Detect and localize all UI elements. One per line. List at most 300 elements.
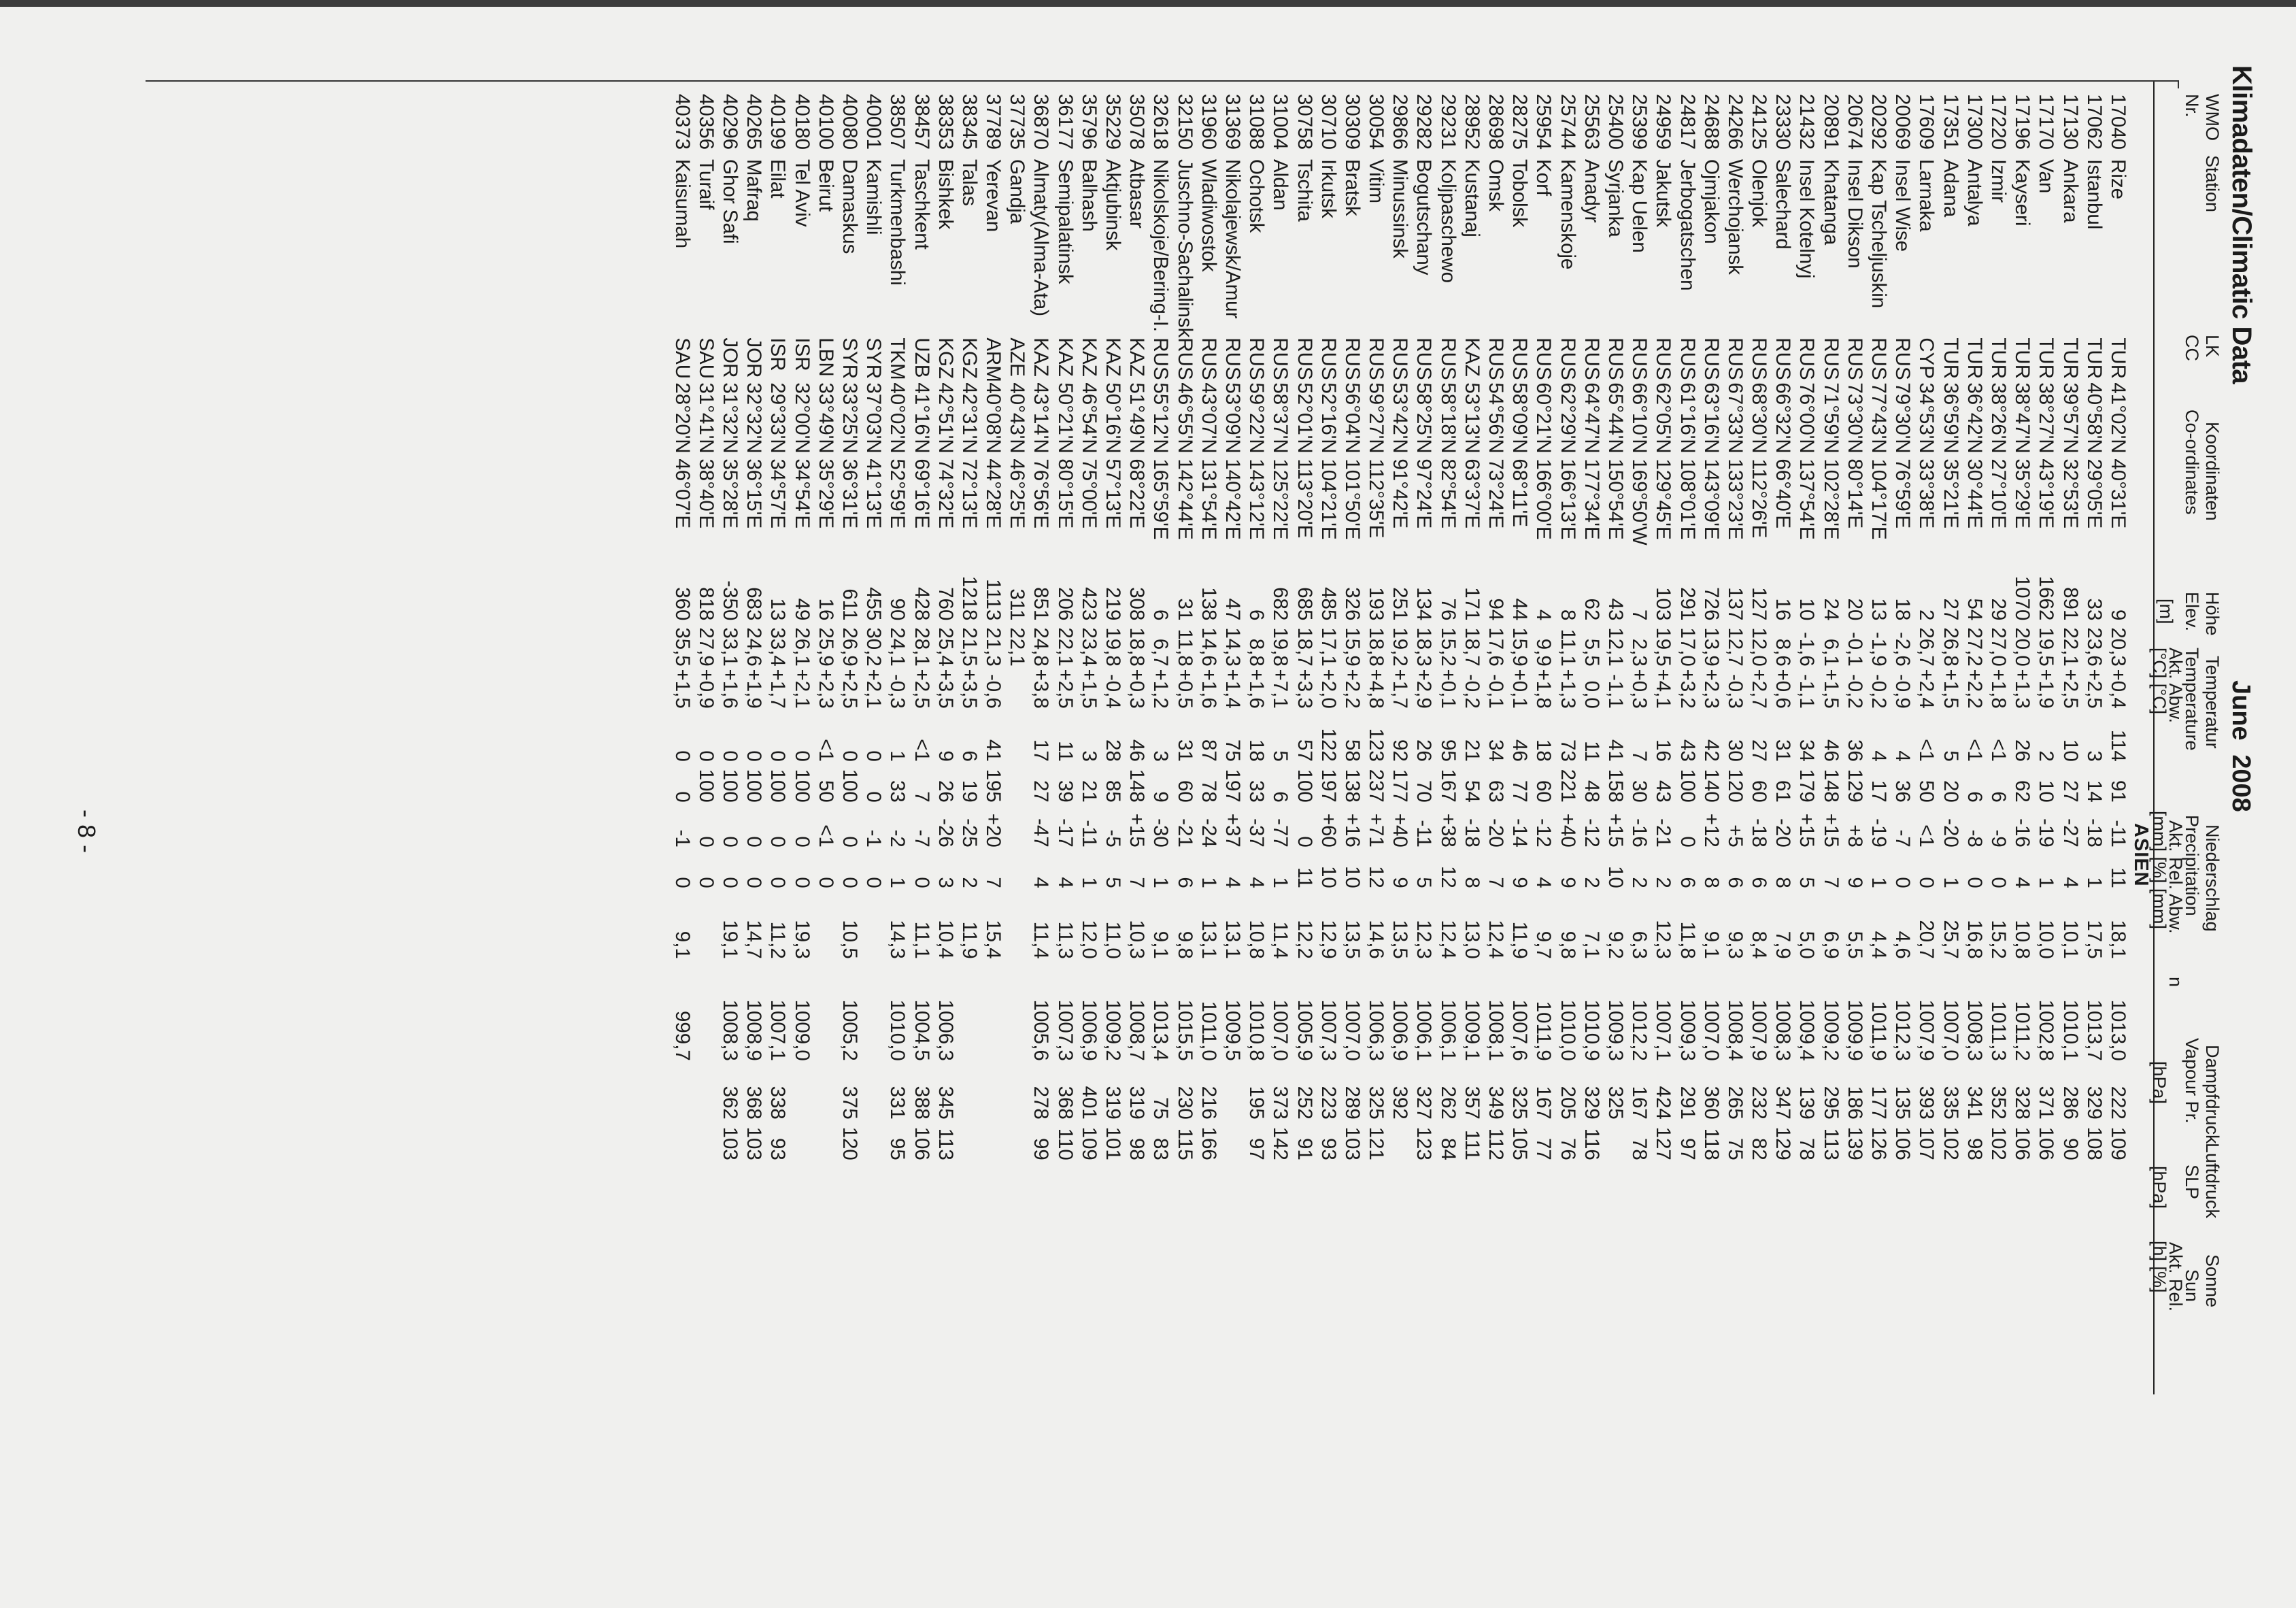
cell-precip-relative: 0: [671, 791, 694, 803]
cell-station-name: Turkmenbashi: [886, 159, 909, 286]
cell-vapour-pressure: [814, 888, 838, 959]
cell-station-name: Kaisumah: [671, 159, 694, 249]
cell-wmo-number: 17609: [1915, 94, 1938, 150]
cell-precip-relative: 179: [1795, 769, 1819, 803]
cell-precip-actual: 0: [838, 750, 861, 762]
cell-sun-relative: 110: [1053, 1128, 1077, 1160]
cell-sea-level-pressure: 1008,1: [1485, 999, 1508, 1061]
cell-precip-days: 0: [766, 877, 790, 888]
cell-precip-days: 10: [1604, 865, 1627, 888]
cell-precip-actual: 7: [1628, 750, 1651, 762]
cell-precip-deviation: -21: [1173, 818, 1196, 848]
hdr-temp-unit: [°C] [°C]: [2149, 648, 2170, 715]
cell-longitude: 52°59'E: [886, 458, 909, 529]
cell-sun-relative: 109: [1077, 1126, 1100, 1160]
cell-longitude: 142°44'E: [1173, 458, 1196, 540]
cell-sea-level-pressure: 1009,3: [1604, 999, 1627, 1061]
cell-precip-actual: 10: [2059, 739, 2082, 762]
table-row: [814, 88, 838, 1160]
cell-station-name: Beirut: [814, 159, 837, 212]
table-row: [694, 88, 718, 1160]
cell-precip-days: 0: [1891, 877, 1914, 888]
cell-longitude: 36°15'E: [743, 458, 766, 529]
cell-longitude: 143°09'E: [1700, 458, 1723, 540]
cell-latitude: 32°32'N: [743, 382, 766, 454]
cell-country-code: RUS: [1340, 337, 1364, 380]
cell-precip-relative: 100: [694, 769, 718, 803]
cell-wmo-number: 20674: [1843, 94, 1866, 150]
cell-precip-days: 0: [838, 877, 861, 888]
cell-elevation: 103: [1652, 587, 1675, 621]
cell-temp-deviation: +2,3: [1700, 669, 1723, 709]
cell-precip-actual: 5: [1939, 750, 1962, 762]
cell-longitude: 44°28'E: [982, 458, 1005, 529]
cell-sun-hours: 328: [2011, 1086, 2034, 1120]
table-row: [1700, 88, 1723, 1160]
cell-temp-actual: 12,1: [1604, 627, 1627, 667]
cell-sun-hours: 205: [1556, 1086, 1579, 1120]
cell-sea-level-pressure: 1011,3: [1987, 1001, 2010, 1061]
cell-precip-actual: 18: [1245, 739, 1268, 762]
cell-temp-deviation: +1,2: [1149, 669, 1172, 709]
cell-precip-days: 2: [1628, 877, 1651, 888]
table-row: [885, 88, 909, 1160]
cell-temp-deviation: +1,6: [1197, 669, 1220, 709]
cell-longitude: 43°19'E: [2035, 458, 2058, 529]
cell-temp-actual: 5,5: [1580, 638, 1603, 667]
cell-precip-actual: 73: [1556, 739, 1579, 762]
cell-precip-days: 5: [1102, 877, 1125, 888]
cell-sun-hours: 424: [1652, 1086, 1675, 1120]
cell-country-code: RUS: [1365, 337, 1388, 380]
cell-temp-deviation: +1,5: [1939, 669, 1962, 709]
cell-elevation: 1218: [958, 575, 981, 621]
cell-wmo-number: 40100: [814, 94, 837, 150]
table-row: [2010, 88, 2034, 1160]
cell-elevation: 29: [1987, 598, 2010, 621]
cell-precip-deviation: -16: [2011, 818, 2034, 848]
climate-table: [671, 88, 2130, 1160]
cell-longitude: 34°57'E: [766, 458, 790, 529]
table-row: [1245, 88, 1268, 1160]
cell-station-name: Ankara: [2059, 159, 2082, 223]
cell-temp-actual: 24,1: [886, 627, 909, 667]
cell-sea-level-pressure: 1007,0: [1269, 999, 1292, 1061]
cell-vapour-pressure: 9,1: [1700, 931, 1723, 959]
table-row: [1436, 88, 1460, 1160]
cell-station-name: Istanbul: [2082, 159, 2106, 230]
cell-sea-level-pressure: 1008,4: [1723, 999, 1746, 1061]
cell-sea-level-pressure: 1005,9: [1293, 999, 1316, 1061]
cell-sun-relative: 112: [1485, 1128, 1508, 1160]
cell-country-code: RUS: [1652, 337, 1675, 380]
cell-elevation: 54: [1963, 598, 1986, 621]
cell-temp-actual: 18,8: [1126, 627, 1149, 667]
cell-latitude: 64°47'N: [1580, 382, 1603, 454]
hdr-elev: Elev.: [2182, 592, 2202, 632]
cell-station-name: Syrjanka: [1604, 159, 1627, 237]
cell-temp-actual: 23,4: [1077, 627, 1100, 667]
cell-precip-days: 10: [1317, 865, 1340, 888]
cell-sun-relative: 102: [1987, 1126, 2010, 1160]
cell-vapour-pressure: 12,4: [1436, 920, 1459, 959]
cell-station-name: Tschita: [1293, 159, 1316, 222]
hdr-sonne: Sonne: [2202, 1254, 2223, 1308]
cell-temp-actual: 22,1: [2059, 627, 2082, 667]
cell-precip-actual: 3: [2082, 750, 2106, 762]
cell-sun-relative: [1604, 1120, 1627, 1160]
cell-sun-hours: 347: [1772, 1086, 1795, 1120]
cell-country-code: UZB: [910, 337, 933, 378]
cell-precip-days: [1005, 848, 1029, 888]
cell-country-code: RUS: [1221, 337, 1244, 380]
cell-sea-level-pressure: 1007,3: [1317, 999, 1340, 1061]
cell-latitude: 55°12'N: [1149, 382, 1172, 454]
cell-temp-actual: -1,6: [1795, 631, 1819, 667]
cell-country-code: RUS: [1389, 337, 1412, 380]
cell-vapour-pressure: 7,1: [1580, 931, 1603, 959]
cell-precip-relative: 195: [982, 769, 1005, 803]
cell-country-code: RUS: [1772, 337, 1795, 380]
cell-temp-deviation: -0,3: [1723, 673, 1746, 709]
page-number: - 8 -: [73, 809, 101, 854]
cell-temp-actual: 15,9: [1508, 627, 1532, 667]
cell-precip-relative: 33: [886, 780, 909, 803]
cell-longitude: 46°25'E: [1006, 458, 1029, 529]
cell-temp-deviation: -0,3: [886, 673, 909, 709]
hdr-luftdruck: Luftdruck: [2202, 1143, 2223, 1219]
cell-station-name: Aldan: [1269, 159, 1292, 211]
cell-wmo-number: 17196: [2011, 94, 2034, 150]
cell-station-name: Bratsk: [1340, 159, 1364, 216]
table-row: [1627, 88, 1651, 1160]
cell-temp-deviation: +1,9: [2035, 669, 2058, 709]
cell-sun-hours: 341: [1963, 1086, 1986, 1120]
cell-vapour-pressure: 10,8: [1245, 920, 1268, 959]
cell-sun-relative: 95: [886, 1137, 909, 1160]
cell-elevation: 31: [1173, 598, 1196, 621]
cell-elevation: 7: [1628, 609, 1651, 621]
cell-wmo-number: 28952: [1460, 94, 1483, 150]
cell-temp-deviation: +2,4: [1915, 669, 1938, 709]
cell-longitude: 169°50'W: [1628, 458, 1651, 546]
cell-precip-actual: 34: [1795, 739, 1819, 762]
cell-sun-hours: 195: [1245, 1086, 1268, 1120]
cell-sea-level-pressure: 1011,9: [1868, 1001, 1891, 1061]
table-row: [1819, 88, 1843, 1160]
cell-sun-hours: 371: [2035, 1086, 2058, 1120]
cell-elevation: 47: [1221, 598, 1244, 621]
cell-precip-relative: 91: [2106, 780, 2129, 803]
cell-precip-relative: 7: [910, 791, 933, 803]
cell-sun-hours: 362: [719, 1086, 742, 1120]
cell-precip-days: 1: [1077, 877, 1100, 888]
cell-sun-relative: 93: [1317, 1137, 1340, 1160]
cell-temp-actual: 26,7: [1915, 627, 1938, 667]
header-rule: [2153, 82, 2155, 1394]
cell-temp-deviation: 0,0: [1580, 680, 1603, 709]
cell-elevation: 428: [910, 587, 933, 621]
cell-precip-relative: 197: [1221, 769, 1244, 803]
cell-elevation: 127: [1748, 587, 1771, 621]
cell-sun-relative: 101: [1102, 1126, 1125, 1160]
cell-precip-deviation: -12: [1580, 818, 1603, 848]
cell-elevation: 891: [2059, 587, 2082, 621]
cell-wmo-number: 25563: [1580, 94, 1603, 150]
cell-longitude: 35°21'E: [1939, 458, 1962, 529]
cell-sun-relative: 126: [1868, 1126, 1891, 1160]
cell-vapour-pressure: 10,1: [2059, 920, 2082, 959]
cell-precip-days: 0: [790, 877, 813, 888]
cell-precip-days: 5: [1413, 877, 1436, 888]
cell-station-name: Salechard: [1772, 159, 1795, 250]
cell-precip-deviation: -12: [1532, 818, 1555, 848]
cell-sun-relative: 91: [1293, 1137, 1316, 1160]
cell-temp-deviation: +1,7: [766, 669, 790, 709]
cell-longitude: 80°14'E: [1843, 458, 1866, 529]
cell-temp-deviation: +0,3: [1126, 669, 1149, 709]
cell-temp-actual: 2,3: [1628, 638, 1651, 667]
cell-latitude: 66°32'N: [1772, 382, 1795, 454]
cell-precip-actual: 0: [743, 750, 766, 762]
cell-precip-relative: 60: [1173, 780, 1196, 803]
cell-latitude: 38°47'N: [2011, 382, 2034, 454]
cell-wmo-number: 31088: [1245, 94, 1268, 150]
hdr-nr: Nr.: [2182, 94, 2202, 118]
cell-sun-hours: 286: [2059, 1086, 2082, 1120]
cell-latitude: 62°05'N: [1652, 382, 1675, 454]
cell-station-name: Mafraq: [743, 159, 766, 222]
cell-precip-days: 8: [1700, 877, 1723, 888]
cell-precip-deviation: 0: [719, 836, 742, 848]
cell-station-name: Ochotsk: [1245, 159, 1268, 233]
cell-latitude: 58°09'N: [1508, 382, 1532, 454]
cell-sea-level-pressure: 1006,1: [1413, 999, 1436, 1061]
cell-sun-hours: 135: [1891, 1086, 1914, 1120]
cell-vapour-pressure: 6,9: [1819, 931, 1842, 959]
cell-sea-level-pressure: 1008,3: [719, 999, 742, 1061]
cell-country-code: RUS: [1676, 337, 1699, 380]
cell-temp-actual: 24,6: [743, 627, 766, 667]
cell-temp-deviation: +2,2: [1340, 669, 1364, 709]
cell-elevation: 33: [2082, 598, 2106, 621]
cell-temp-deviation: +1,9: [743, 669, 766, 709]
cell-station-name: Kamishli: [862, 159, 885, 235]
cell-sea-level-pressure: 1009,4: [1795, 999, 1819, 1061]
cell-temp-actual: 21,5: [958, 627, 981, 667]
cell-elevation: 49: [790, 598, 813, 621]
cell-precip-deviation: -16: [1628, 818, 1651, 848]
cell-country-code: RUS: [1819, 337, 1842, 380]
table-row: [2106, 88, 2130, 1160]
table-row: [1963, 88, 1987, 1160]
cell-sun-relative: 109: [2106, 1126, 2129, 1160]
hdr-temp-sub: Akt. Abw.: [2165, 648, 2186, 724]
cell-vapour-pressure: 11,4: [1269, 921, 1292, 959]
cell-latitude: 41°16'N: [910, 382, 933, 454]
hdr-niederschlag: Niederschlag: [2202, 824, 2223, 932]
cell-sun-hours: 295: [1819, 1086, 1842, 1120]
cell-wmo-number: 38345: [958, 94, 981, 150]
cell-vapour-pressure: 11,9: [1508, 921, 1532, 959]
cell-precip-actual: <1: [910, 739, 933, 762]
cell-station-name: Werchojansk: [1723, 159, 1746, 275]
cell-precip-deviation: -14: [1508, 818, 1532, 848]
cell-precip-relative: 197: [1317, 769, 1340, 803]
cell-country-code: RUS: [1604, 337, 1627, 380]
cell-longitude: 165°59'E: [1149, 458, 1172, 540]
cell-precip-actual: 6: [958, 750, 981, 762]
cell-country-code: KAZ: [1126, 337, 1149, 377]
cell-sun-relative: 105: [1508, 1126, 1532, 1160]
cell-precip-days: 10: [1340, 865, 1364, 888]
cell-longitude: 97°24'E: [1413, 458, 1436, 529]
cell-elevation: 43: [1604, 598, 1627, 621]
cell-sun-relative: 107: [1915, 1126, 1938, 1160]
cell-country-code: KAZ: [1053, 337, 1077, 377]
table-row: [1197, 88, 1221, 1160]
cell-precip-actual: 0: [790, 750, 813, 762]
cell-precip-relative: 26: [934, 780, 957, 803]
cell-longitude: 72°13'E: [958, 458, 981, 529]
cell-longitude: 125°22'E: [1269, 458, 1292, 540]
cell-precip-deviation: -2: [886, 829, 909, 848]
cell-elevation: 6: [1149, 609, 1172, 621]
cell-sun-relative: 103: [1340, 1126, 1364, 1160]
cell-elevation: 171: [1460, 587, 1483, 621]
cell-sun-hours: 325: [1508, 1086, 1532, 1120]
cell-precip-days: 2: [1652, 877, 1675, 888]
cell-precip-deviation: -19: [2035, 818, 2058, 848]
cell-temp-actual: 26,9: [838, 627, 861, 667]
cell-latitude: 67°33'N: [1723, 382, 1746, 454]
cell-temp-actual: 19,2: [1389, 627, 1412, 667]
cell-temp-deviation: -0,2: [1843, 673, 1866, 709]
cell-elevation: 455: [862, 587, 885, 621]
cell-sun-hours: 223: [1317, 1086, 1340, 1120]
cell-vapour-pressure: 9,8: [1556, 931, 1579, 959]
cell-country-code: RUS: [1532, 337, 1555, 380]
cell-sun-relative: 123: [1413, 1126, 1436, 1160]
cell-temp-actual: 12,7: [1723, 627, 1746, 667]
cell-sun-hours: 335: [1939, 1086, 1962, 1120]
cell-longitude: 143°12'E: [1245, 458, 1268, 540]
table-row: [1268, 88, 1292, 1160]
cell-station-name: Korf: [1532, 159, 1555, 197]
cell-latitude: 43°07'N: [1197, 382, 1220, 454]
cell-precip-actual: 123: [1365, 728, 1388, 762]
cell-longitude: 102°28'E: [1819, 458, 1842, 540]
cell-temp-actual: 17,0: [1676, 627, 1699, 667]
cell-temp-deviation: +2,7: [1748, 669, 1771, 709]
cell-wmo-number: 30758: [1293, 94, 1316, 150]
cell-precip-deviation: -27: [2059, 818, 2082, 848]
cell-precip-deviation: -5: [1102, 829, 1125, 848]
cell-wmo-number: 24125: [1748, 94, 1771, 150]
cell-sea-level-pressure: 1007,1: [766, 999, 790, 1061]
cell-station-name: Vitim: [1365, 159, 1388, 204]
cell-longitude: 166°00'E: [1532, 458, 1555, 540]
cell-elevation: 851: [1030, 587, 1053, 621]
hdr-sun: Sun: [2182, 1269, 2202, 1303]
cell-latitude: 40°43'N: [1006, 382, 1029, 454]
cell-precip-deviation: 0: [1676, 836, 1699, 848]
cell-country-code: RUS: [1317, 337, 1340, 380]
table-row: [1029, 88, 1053, 1160]
cell-sea-level-pressure: 1007,9: [1915, 999, 1938, 1061]
cell-vapour-pressure: 11,3: [1053, 921, 1077, 959]
cell-precip-days: 1: [886, 877, 909, 888]
cell-precip-relative: 60: [1748, 780, 1771, 803]
cell-sun-relative: 142: [1269, 1126, 1292, 1160]
cell-station-name: Juschno-Sachalinsk: [1173, 159, 1196, 338]
table-row: [1292, 88, 1316, 1160]
cell-wmo-number: 20069: [1891, 94, 1914, 150]
cell-sea-level-pressure: 1008,9: [743, 999, 766, 1061]
cell-sun-hours: 360: [1700, 1086, 1723, 1120]
table-row: [766, 88, 790, 1160]
cell-temp-actual: 33,4: [766, 627, 790, 667]
cell-wmo-number: 32150: [1173, 94, 1196, 150]
cell-temp-actual: 35,5: [671, 627, 694, 667]
cell-vapour-pressure: 9,7: [1532, 931, 1555, 959]
cell-temp-deviation: +1,7: [1389, 669, 1412, 709]
cell-longitude: 73°24'E: [1485, 458, 1508, 529]
cell-precip-actual: 4: [1891, 750, 1914, 762]
cell-precip-deviation: -18: [1460, 818, 1483, 848]
hdr-n: n: [2165, 977, 2186, 988]
cell-temp-actual: 26,1: [790, 627, 813, 667]
cell-sun-relative: [862, 1120, 885, 1160]
cell-precip-deviation: -11: [2106, 820, 2129, 848]
cell-temp-deviation: +2,1: [790, 669, 813, 709]
cell-precip-days: 1: [1269, 877, 1292, 888]
hdr-vapour: Vapour Pr.: [2182, 1038, 2202, 1124]
cell-precip-days: 7: [1819, 877, 1842, 888]
cell-country-code: AZE: [1006, 337, 1029, 377]
table-row: [1987, 88, 2010, 1160]
hdr-coordinates: Co-ordinates: [2182, 409, 2202, 515]
cell-precip-days: 0: [1963, 877, 1986, 888]
cell-precip-actual: 31: [1772, 739, 1795, 762]
cell-longitude: 27°10'E: [1987, 458, 2010, 529]
cell-vapour-pressure: 9,8: [1173, 931, 1196, 959]
cell-temp-actual: 30,2: [862, 627, 885, 667]
cell-sea-level-pressure: 1006,3: [934, 999, 957, 1061]
cell-wmo-number: 30710: [1317, 94, 1340, 150]
table-row: [1508, 88, 1532, 1160]
cell-elevation: 24: [1819, 598, 1842, 621]
cell-temp-deviation: +1,8: [1987, 669, 2010, 709]
cell-temp-actual: 11,1: [1556, 629, 1579, 667]
cell-wmo-number: 20891: [1819, 94, 1842, 150]
cell-country-code: TUR: [1987, 337, 2010, 380]
cell-precip-relative: 14: [2082, 780, 2106, 803]
cell-precip-actual: 2: [2035, 750, 2058, 762]
cell-sun-hours: 186: [1843, 1086, 1866, 1120]
cell-elevation: 251: [1389, 587, 1412, 621]
cell-sea-level-pressure: 1013,0: [2106, 999, 2129, 1061]
cell-temp-actual: 22,1: [1053, 627, 1077, 667]
cell-wmo-number: 35796: [1077, 94, 1100, 150]
cell-temp-deviation: +3,8: [1030, 669, 1053, 709]
cell-country-code: RUS: [1245, 337, 1268, 380]
cell-precip-days: 6: [1723, 877, 1746, 888]
cell-station-name: Jerbogatschen: [1676, 159, 1699, 291]
cell-wmo-number: 24266: [1723, 94, 1746, 150]
table-row: [1484, 88, 1508, 1160]
cell-sea-level-pressure: 1006,1: [1436, 999, 1459, 1061]
